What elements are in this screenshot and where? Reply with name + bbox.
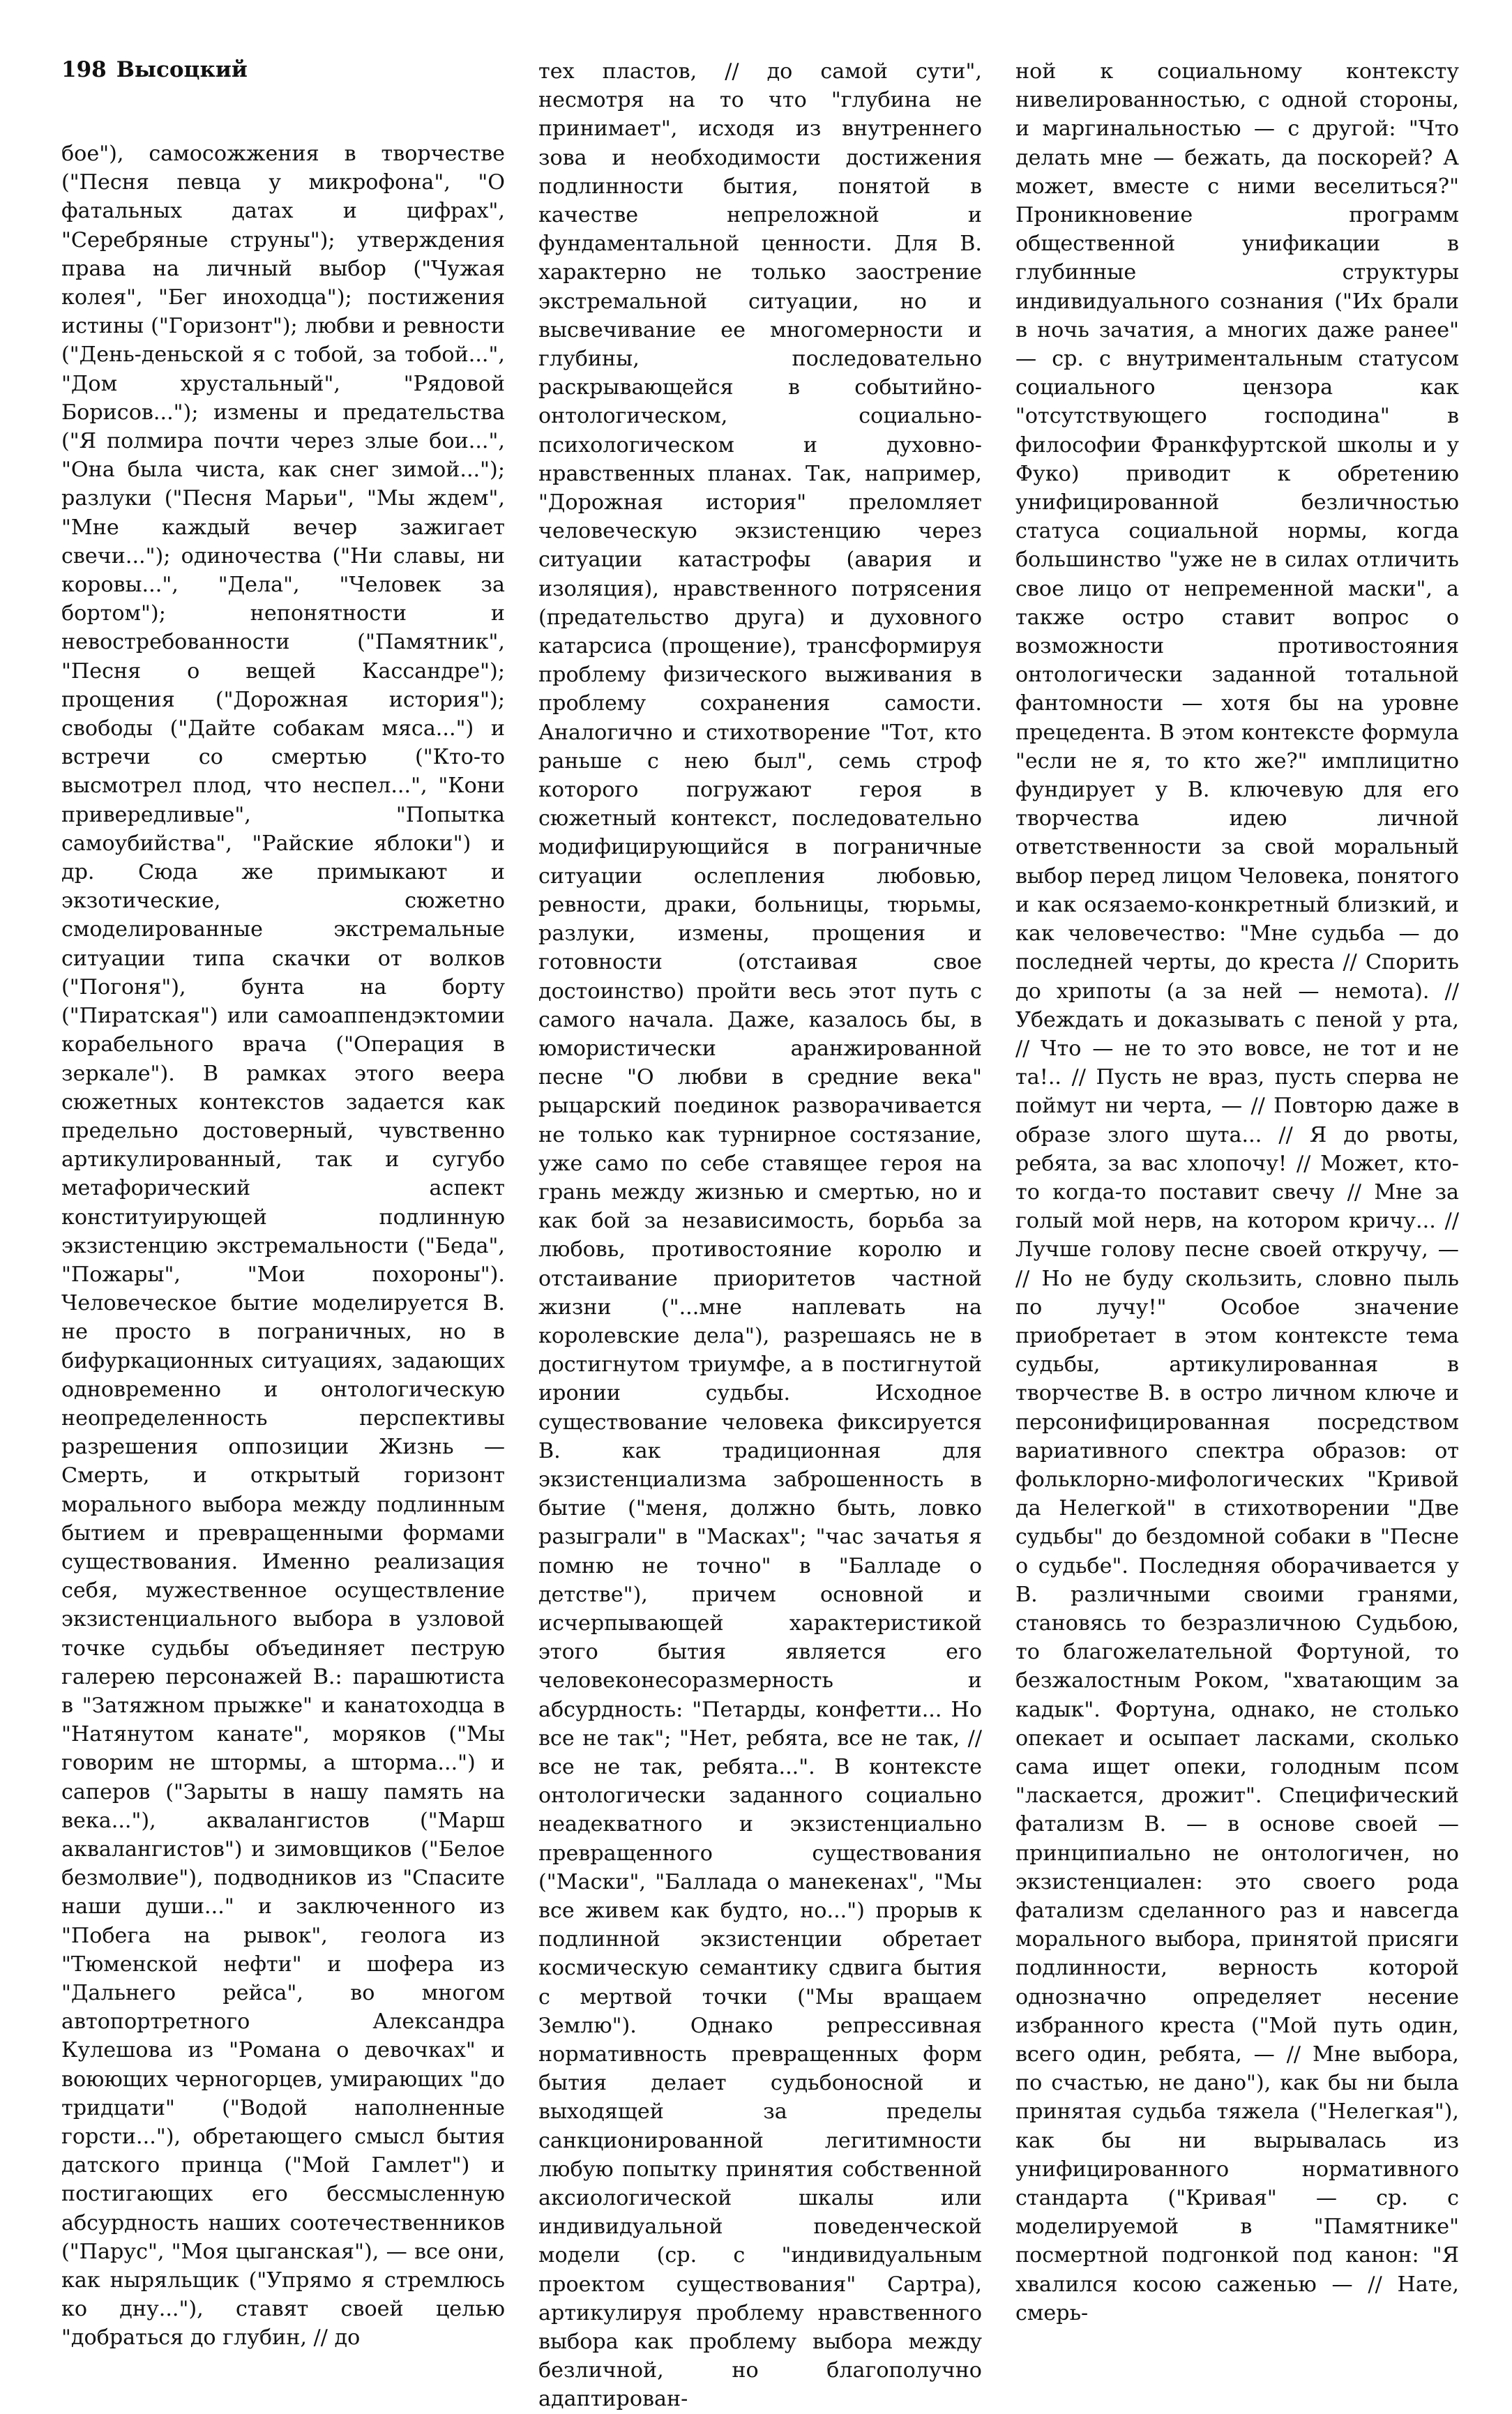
running-header [61,57,248,82]
text-column-left [61,139,505,2351]
text-column-right [1015,57,1459,2325]
column-text: тех пластов, // до самой сути", несмотря на то что "глубина не принимает", исходя из внутреннего зова и необходимости достижения подлинности бытия, понятой в качестве непреложной и фундаментальной ценности. Для В. характерно не только заострение экстремальной ситуации, но и высвечивание ее многомерности и глубины, последовательно раскрывающейся в событийно-онтологическом, социально-психологическом и духовно-нравственных планах. Так, например, "Дорожная история" преломляет человеческую экзистенцию через ситуации катастрофы (авария и изоляция), нравственного потрясения (предательство друга) и духовного катарсиса (прощение), трансформируя проблему физического выживания в проблему сохранения самости. Аналогично и стихотворение "Тот, кто раньше с нею был", семь строф которого погружают героя в сюжетный контекст, последовательно модифицирующийся в пограничные ситуации ослепления любовью, ревности, драки, больницы, тюрьмы, разлуки, измены, прощения и готовности (отстаивая свое достоинство) пройти весь этот путь с самого начала. Даже, казалось бы, в юмористически аранжированной песне "О любви в средние века" рыцарский поединок разворачивается не только как турнирное состязание, уже само по себе ставящее героя на грань между жизнью и смертью, но и как бой за независимость, борьба за любовь, противостояние королю и отстаивание приоритетов частной жизни ("...мне наплевать на королевские дела"), разрешаясь не в достигнутом триумфе, а в постигнутой иронии судьбы. Исходное существование человека фиксируется В. как традиционная для экзистенциализма заброшенность в бытие ("меня, должно быть, ловко разыграли" в "Масках"; "час зачатья я помню не точно" в "Балладе о детстве"), причем основной и исчерпывающей характеристикой этого бытия является его человеконесоразмерность и абсурдность: "Петарды, конфетти... Но все не так"; "Нет, ребята, все не так, // все не так, ребята...". В контексте онтологически заданного социально неадекватного и экзистенциально превращенного существования ("Маски", "Баллада о манекенах", "Мы все живем как будто, но...") прорыв к подлинной экзистенции обретает космическую семантику сдвига бытия с мертвой точки ("Мы вращаем Землю"). Однако репрессивная нормативность превращенных форм бытия делает судьбоносной и выходящей за пределы санкционированной легитимности любую попытку принятия собственной аксиологической шкалы или индивидуальной поведенческой модели (ср. с "индивидуальным проектом существования" Сартра), артикулируя проблему нравственного выбора как проблему выбора между безличной, но благополучно адаптирован- [538,59,982,2412]
text-column-middle [538,57,982,2412]
column-text: ной к социальному контексту нивелированностью, с одной стороны, и маргинальностью — с другой: "Что делать мне — бежать, да поскорей? А может, вместе с ними веселиться?" Проникновение программ общественной унификации в глубинные структуры индивидуального сознания ("Их брали в ночь зачатия, а многих даже ранее" — ср. с внутриментальным статусом социального цензора как "отсутствующего господина" в философии Франкфуртской школы и у Фуко) приводит к обретению унифицированной безличностью статуса социальной нормы, когда большинство "уже не в силах отличить свое лицо от непременной маски", а также остро ставит вопрос о возможности противостояния онтологически заданной тотальной фантомности — хотя бы на уровне прецедента. В этом контексте формула "если не я, то кто же?" имплицитно фундирует у В. ключевую для его творчества идею личной ответственности за свой моральный выбор перед лицом Человека, понятого и как осязаемо-конкретный близкий, и как человечество: "Мне судьба — до последней черты, до креста // Спорить до хрипоты (а за ней — немота). // Убеждать и доказывать с пеной у рта, // Что — не то это вовсе, не тот и не та!.. // Пусть не враз, пусть сперва не поймут ни черта, — // Повторю даже в образе злого шута... // Я до рвоты, ребята, за вас хлопочу! // Может, кто-то когда-то поставит свечу // Мне за голый мой нерв, на котором кричу... // Лучше голову песне своей откручу, — // Но не буду скользить, словно пыль по лучу!" Особое значение приобретает в этом контексте тема судьбы, артикулированная в творчестве В. в остро личном ключе и персонифицированная посредством вариативного спектра образов: от фольклорно-мифологических "Кривой да Нелегкой" в стихотворении "Две судьбы" до бездомной собаки в "Песне о судьбе". Последняя оборачивается у В. различными своими гранями, становясь то безразличною Судьбою, то благожелательной Фортуной, то безжалостным Роком, "хватающим за кадык". Фортуна, однако, не столько опекает и осыпает ласками, сколько сама ищет опеки, голодным псом "ласкается, дрожит". Специфический фатализм В. — в основе своей — принципиально не онтологичен, но экзистенциален: это своего рода фатализм сделанного раз и навсегда морального выбора, принятой присяги подлинности, верность которой однозначно определяет несение избранного креста ("Мой путь один, всего один, ребята, — // Мне выбора, по счастью, не дано"), как бы ни была принятая судьба тяжела ("Нелегкая"), как бы ни вырывалась из унифицированного нормативного стандарта ("Кривая" — ср. с моделируемой в "Памятнике" посмертной подгонкой под канон: "Я хвалился косою саженью — // Нате, смерь- [1015,59,1459,2325]
page-number: 198 [61,57,107,82]
column-text: бое"), самосожжения в творчестве ("Песня певца у микрофона", "О фатальных датах и цифрах", "Серебряные струны"); утверждения права на личный выбор ("Чужая колея", "Бег иноходца"); постижения истины ("Горизонт"); любви и ревности ("День-деньской я с тобой, за тобой...", "Дом хрустальный", "Рядовой Борисов..."); измены и предательства ("Я полмира почти через злые бои...", "Она была чиста, как снег зимой..."); разлуки ("Песня Марьи", "Мы ждем", "Мне каждый вечер зажигает свечи..."); одиночества ("Ни славы, ни коровы...", "Дела", "Человек за бортом"); непонятности и невостребованности ("Памятник", "Песня о вещей Кассандре"); прощения ("Дорожная история"); свободы ("Дайте собакам мяса...") и встречи со смертью ("Кто-то высмотрел плод, что неспел...", "Кони привередливые", "Попытка самоубийства", "Райские яблоки") и др. Сюда же примыкают и экзотические, сюжетно смоделированные экстремальные ситуации типа скачки от волков ("Погоня"), бунта на борту ("Пиратская") или самоаппендэктомии корабельного врача ("Операция в зеркале"). В рамках этого веера сюжетных контекстов задается как предельно достоверный, чувственно артикулированный, так и сугубо метафорический аспект конституирующей подлинную экзистенцию экстремальности ("Беда", "Пожары", "Мои похороны"). Человеческое бытие моделируется В. не просто в пограничных, но в бифуркационных ситуациях, задающих одновременно и онтологическую неопределенность перспективы разрешения оппозиции Жизнь — Смерть, и открытый горизонт морального выбора между подлинным бытием и превращенными формами существования. Именно реализация себя, мужественное осуществление экзистенциального выбора в узловой точке судьбы объединяет пеструю галерею персонажей В.: парашютиста в "Затяжном прыжке" и канатоходца в "Натянутом канате", моряков ("Мы говорим не штормы, а шторма...") и саперов ("Зарыты в нашу память на века..."), аквалангистов ("Марш аквалангистов") и зимовщиков ("Белое безмолвие"), подводников из "Спасите наши души..." и заключенного из "Побега на рывок", геолога из "Тюменской нефти" и шофера из "Дальнего рейса", во многом автопортретного Александра Кулешова из "Романа о девочках" и воюющих черногорцев, умирающих "до тридцати" ("Водой наполненные горсти..."), обретающего смысл бытия датского принца ("Мой Гамлет") и постигающих его бессмысленную абсурдность наших соотечественников ("Парус", "Моя цыганская"), — все они, как ныряльщик ("Упрямо я стремлюсь ко дну..."), ставят своей целью "добраться до глубин, // до [61,142,505,2351]
running-title: Высоцкий [116,57,248,82]
